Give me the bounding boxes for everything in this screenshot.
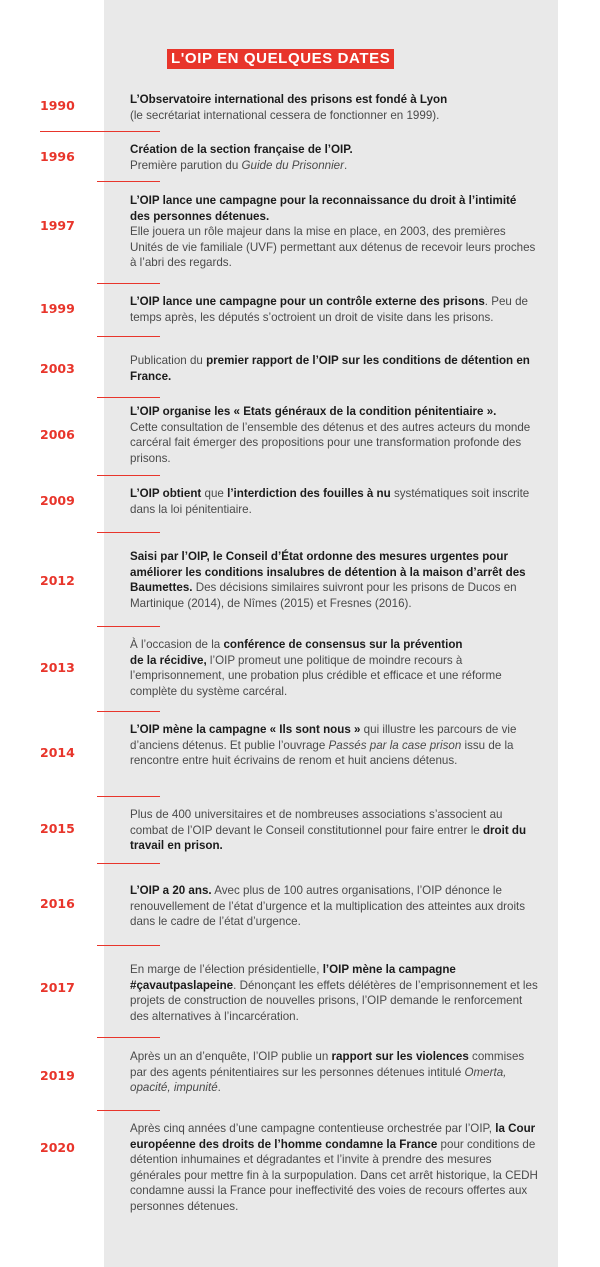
timeline-year: 1997 (40, 218, 75, 233)
timeline-separator (97, 1037, 160, 1038)
timeline-text: Plus de 400 universitaires et de nombreuses associations s’associent au combat de l’OIP devant le Conseil constitutionnel pour faire entrer le droit du travail en prison. (130, 808, 527, 853)
timeline-year: 2014 (40, 745, 75, 760)
timeline-text: L’Observatoire international des prisons est fondé à Lyon (le secrétariat international cessera de fonctionner en 1999). (130, 93, 448, 122)
timeline-text: Saisi par l’OIP, le Conseil d’État ordonne des mesures urgentes pour améliorer les conditions insalubres de détention à la maison d’arrêt des Baumettes. Des décisions similaires suivront pour les prisons de Ducos en Martinique (2014), de Nîmes (2015) et Fresnes (2016). (130, 550, 526, 610)
timeline-year: 2016 (40, 896, 75, 911)
timeline-text: À l’occasion de la conférence de consensus sur la prévention de la récidive, l’OIP promeut une politique de moindre recours à l’emprisonnement, une probation plus crédible et efficace et une réforme complète du système carcéral. (130, 638, 502, 698)
timeline-separator (40, 131, 160, 132)
timeline-text: En marge de l’élection présidentielle, l’OIP mène la campagne #çavautpaslapeine. Dénonçant les effets délétères de l’emprisonnement et les projets de construction de nouvelles prisons, l’OIP demande le renforcement des alternatives à l’incarcération. (130, 963, 538, 1023)
timeline-separator (97, 181, 160, 182)
timeline-text: Après un an d’enquête, l’OIP publie un rapport sur les violences commises par des agents pénitentiaires sur les personnes détenues intitulé Omerta, opacité, impunité. (130, 1050, 525, 1095)
timeline-year: 2013 (40, 660, 75, 675)
timeline-separator (97, 336, 160, 337)
timeline-separator (97, 711, 160, 712)
timeline-separator (97, 283, 160, 284)
timeline-separator (97, 1110, 160, 1111)
timeline-year: 2003 (40, 361, 75, 376)
timeline-year: 1990 (40, 98, 75, 113)
timeline-separator (97, 475, 160, 476)
timeline-separator (97, 626, 160, 627)
timeline-year: 2019 (40, 1068, 75, 1083)
page-title: L'OIP EN QUELQUES DATES (167, 49, 394, 69)
timeline-year: 2006 (40, 427, 75, 442)
timeline-text: Publication du premier rapport de l’OIP sur les conditions de détention en France. (130, 354, 530, 383)
timeline-text: L’OIP lance une campagne pour la reconnaissance du droit à l’intimité des personnes détenues. Elle jouera un rôle majeur dans la mise en place, en 2003, des premières Unités de vie familiale (UVF) permettant aux détenus de recevoir leurs proches à l’abri des regards. (130, 194, 536, 270)
timeline-text: L’OIP mène la campagne « Ils sont nous » qui illustre les parcours de vie d’anciens détenus. Et publie l’ouvrage Passés par la case prison issu de la rencontre entre huit écrivains de renom et huit anciens détenus. (130, 723, 517, 768)
timeline-text: L’OIP lance une campagne pour un contrôle externe des prisons. Peu de temps après, les députés s’octroient un droit de visite dans les prisons. (130, 295, 528, 324)
timeline-separator (97, 796, 160, 797)
timeline-separator (97, 397, 160, 398)
timeline-year: 2009 (40, 493, 75, 508)
timeline-text: L’OIP a 20 ans. Avec plus de 100 autres organisations, l’OIP dénonce le renouvellement de l’état d’urgence et la multiplication des atteintes aux droits dans le cadre de l’état d’urgence. (130, 884, 526, 929)
timeline-text: Création de la section française de l’OIP. Première parution du Guide du Prisonnier. (130, 143, 353, 172)
timeline-text: L’OIP organise les « Etats généraux de la condition pénitentiaire ». Cette consultation de l’ensemble des détenus et des autres acteurs du monde carcéral fait émerger des propositions pour une transformation profonde des prisons. (130, 405, 531, 465)
timeline-year: 1999 (40, 301, 75, 316)
timeline-separator (97, 532, 160, 533)
timeline-separator (97, 945, 160, 946)
timeline-year: 2012 (40, 573, 75, 588)
timeline-year: 2020 (40, 1140, 75, 1155)
timeline-year: 2015 (40, 821, 75, 836)
timeline-year: 2017 (40, 980, 75, 995)
timeline-year: 1996 (40, 149, 75, 164)
timeline-text: Après cinq années d’une campagne contentieuse orchestrée par l’OIP, la Cour européenne des droits de l’homme condamne la France pour conditions de détention inhumaines et dégradantes et l’invite à prendre des mesures générales pour mettre fin à la surpopulation. Dans cet arrêt historique, la CEDH condamne aussi la France pour ineffectivité des voies de recours offertes aux personnes détenues. (130, 1122, 538, 1213)
timeline-separator (97, 863, 160, 864)
timeline-text: L’OIP obtient que l’interdiction des fouilles à nu systématiques soit inscrite dans la loi pénitentiaire. (130, 487, 530, 516)
